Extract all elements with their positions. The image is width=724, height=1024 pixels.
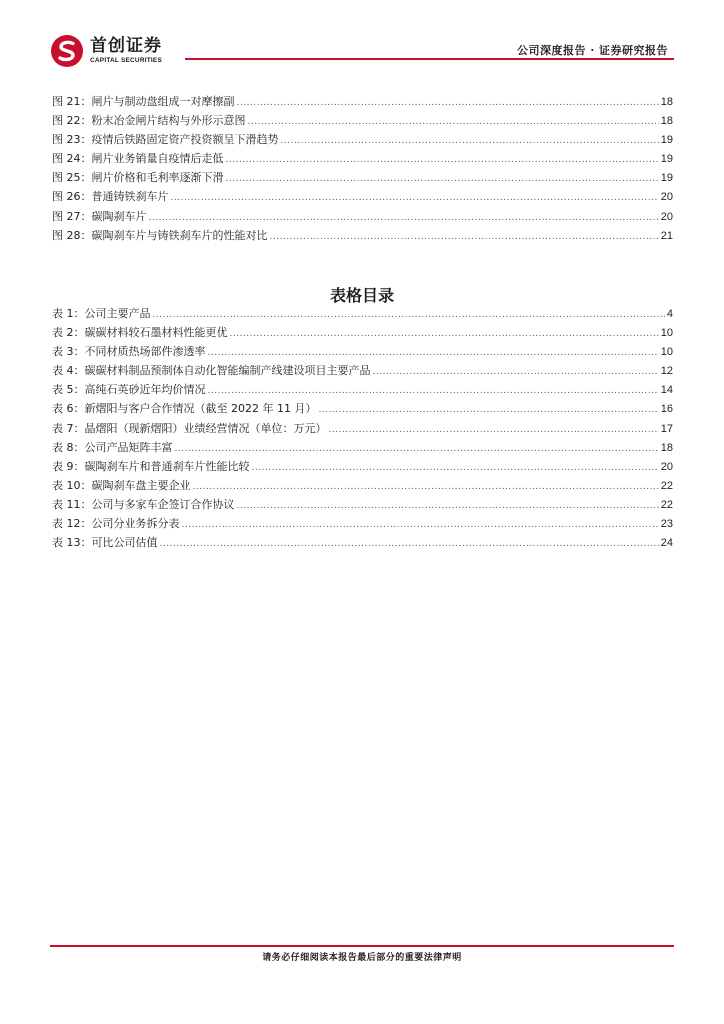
toc-entry-page: 14: [660, 384, 673, 397]
toc-leader-dots: [208, 342, 659, 363]
toc-leader-dots: [281, 130, 659, 151]
logo-english-name: CAPITAL SECURITIES: [90, 57, 162, 64]
toc-entry-page: 20: [660, 460, 673, 473]
toc-entry[interactable]: [52, 457, 673, 476]
toc-entry-page: 22: [660, 498, 673, 511]
toc-entry-page: 16: [660, 403, 673, 416]
toc-leader-dots: [149, 207, 659, 228]
toc-entry[interactable]: [52, 342, 673, 361]
toc-leader-dots: [270, 226, 659, 247]
toc-leader-dots: [230, 323, 659, 344]
toc-entry[interactable]: [52, 399, 673, 418]
footer-divider: [50, 945, 674, 947]
toc-entry-label: 表 8：公司产品矩阵丰富: [52, 440, 173, 454]
page-header: [50, 34, 674, 68]
toc-entry-label: 图 27：碳陶刹车片: [52, 209, 147, 223]
toc-entry-page: 17: [660, 422, 673, 435]
toc-entry[interactable]: [52, 149, 673, 168]
logo-chinese-name: 首创证券: [90, 36, 162, 56]
toc-entry[interactable]: [52, 130, 673, 149]
toc-entry-page: 18: [660, 96, 673, 108]
toc-entry-page: 23: [660, 518, 673, 531]
toc-entry[interactable]: [52, 514, 673, 533]
toc-leader-dots: [248, 111, 659, 132]
toc-entry-label: 表 6：新熠阳与客户合作情况（截至 2022 年 11 月）: [52, 402, 317, 416]
toc-entry-label: 表 9：碳陶刹车片和普通刹车片性能比较: [52, 459, 250, 473]
toc-entry-label: 表 3：不同材质热场部件渗透率: [52, 345, 206, 359]
toc-entry-label: 表 7：晶熠阳（现新熠阳）业绩经营情况（单位：万元）: [52, 421, 327, 435]
toc-entry[interactable]: [52, 304, 673, 323]
toc-leader-dots: [237, 495, 659, 516]
toc-leader-dots: [182, 514, 659, 535]
toc-entry-page: 19: [660, 172, 673, 185]
table-list-title: 表格目录: [329, 286, 394, 305]
toc-entry-page: 21: [660, 229, 673, 242]
toc-leader-dots: [171, 187, 659, 208]
toc-leader-dots: [329, 419, 659, 440]
toc-entry-page: 19: [660, 134, 673, 147]
toc-leader-dots: [373, 361, 659, 382]
toc-leader-dots: [208, 380, 659, 401]
toc-leader-dots: [252, 457, 659, 478]
figure-list: [52, 92, 673, 245]
toc-leader-dots: [226, 149, 659, 170]
toc-entry-label: 表 4：碳碳材料制品预制体自动化智能编制产线建设项目主要产品: [52, 364, 371, 378]
toc-entry[interactable]: [52, 361, 673, 380]
toc-entry-page: 10: [660, 327, 673, 340]
toc-entry-label: 图 25：闸片价格和毛利率逐渐下滑: [52, 171, 224, 185]
company-logo: [50, 34, 162, 68]
report-type-label: 公司深度报告 · 证券研究报告: [517, 44, 668, 57]
toc-entry-label: 图 22：粉末冶金闸片结构与外形示意图: [52, 114, 246, 128]
toc-entry[interactable]: [52, 323, 673, 342]
legal-disclaimer: 请务必仔细阅读本报告最后部分的重要法律声明: [262, 953, 462, 963]
toc-leader-dots: [175, 438, 659, 459]
toc-entry-label: 表 2：碳碳材料较石墨材料性能更优: [52, 326, 228, 340]
toc-entry-label: 图 28：碳陶刹车片与铸铁刹车片的性能对比: [52, 228, 268, 242]
toc-entry-label: 表 13：可比公司估值: [52, 536, 158, 550]
toc-entry-page: 19: [660, 153, 673, 166]
toc-entry[interactable]: [52, 419, 673, 438]
toc-leader-dots: [153, 304, 665, 325]
toc-entry[interactable]: [52, 187, 673, 206]
toc-entry-page: 20: [660, 210, 673, 223]
toc-entry[interactable]: [52, 533, 673, 552]
toc-entry-page: 20: [660, 191, 673, 204]
toc-entry-page: 18: [660, 115, 673, 128]
toc-entry-page: 12: [660, 365, 673, 378]
toc-entry[interactable]: [52, 476, 673, 495]
toc-entry-page: 4: [666, 308, 673, 320]
header-divider: [185, 58, 674, 60]
toc-entry-label: 表 5：高纯石英砂近年均价情况: [52, 383, 206, 397]
toc-entry-label: 表 12：公司分业务拆分表: [52, 517, 180, 531]
toc-entry[interactable]: [52, 168, 673, 187]
toc-leader-dots: [226, 168, 659, 189]
table-list: [52, 304, 673, 552]
toc-entry-page: 18: [660, 441, 673, 454]
toc-entry-label: 表 10：碳陶刹车盘主要企业: [52, 478, 191, 492]
toc-entry[interactable]: [52, 207, 673, 226]
toc-entry[interactable]: [52, 495, 673, 514]
toc-entry-page: 24: [660, 537, 673, 550]
toc-entry[interactable]: [52, 380, 673, 399]
toc-entry-page: 10: [660, 346, 673, 359]
toc-entry[interactable]: [52, 111, 673, 130]
toc-leader-dots: [193, 476, 659, 497]
toc-leader-dots: [237, 92, 659, 113]
toc-entry-label: 图 23：疫情后铁路固定资产投资额呈下滑趋势: [52, 133, 279, 147]
toc-entry-page: 22: [660, 479, 673, 492]
toc-entry[interactable]: [52, 92, 673, 111]
toc-entry-label: 图 21：闸片与制动盘组成一对摩擦副: [52, 95, 235, 108]
toc-entry[interactable]: [52, 438, 673, 457]
toc-entry-label: 图 24：闸片业务销量自疫情后走低: [52, 152, 224, 166]
toc-entry-label: 表 11：公司与多家车企签订合作协议: [52, 497, 235, 511]
toc-entry[interactable]: [52, 226, 673, 245]
capital-securities-logo-icon: [50, 34, 84, 68]
toc-leader-dots: [160, 533, 659, 554]
toc-leader-dots: [318, 399, 658, 420]
toc-entry-label: 表 1：公司主要产品: [52, 307, 151, 320]
toc-entry-label: 图 26：普通铸铁刹车片: [52, 190, 169, 204]
